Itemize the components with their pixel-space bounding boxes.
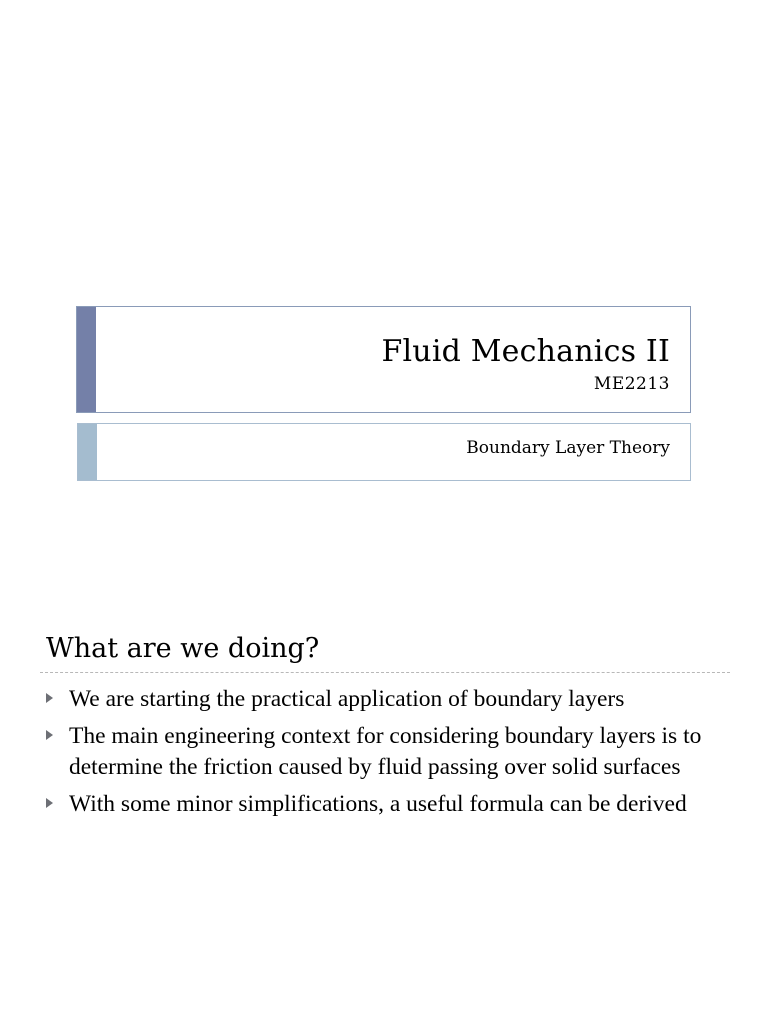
triangle-right-icon bbox=[46, 693, 53, 703]
title-accent-bar bbox=[77, 307, 96, 412]
subtitle-accent-bar bbox=[78, 424, 97, 480]
slide-title: Fluid Mechanics II bbox=[381, 334, 670, 369]
triangle-right-icon bbox=[46, 730, 53, 740]
bullet-item bbox=[46, 721, 726, 783]
content-heading: What are we doing? bbox=[46, 633, 320, 664]
heading-divider bbox=[40, 672, 730, 673]
subtitle-card bbox=[77, 423, 691, 481]
bullet-text: We are starting the practical application of boundary layers bbox=[69, 686, 625, 712]
bullet-item bbox=[46, 789, 726, 820]
bullet-item bbox=[46, 684, 726, 715]
course-code: ME2213 bbox=[593, 374, 670, 394]
title-card bbox=[76, 306, 691, 413]
slide-subtitle: Boundary Layer Theory bbox=[466, 438, 670, 458]
bullet-text: The main engineering context for considering boundary layers is to determine the friction caused by fluid passing over solid surfaces bbox=[69, 723, 702, 780]
triangle-right-icon bbox=[46, 798, 53, 808]
bullet-text: With some minor simplifications, a useful formula can be derived bbox=[69, 791, 687, 817]
bullet-list bbox=[46, 684, 726, 826]
